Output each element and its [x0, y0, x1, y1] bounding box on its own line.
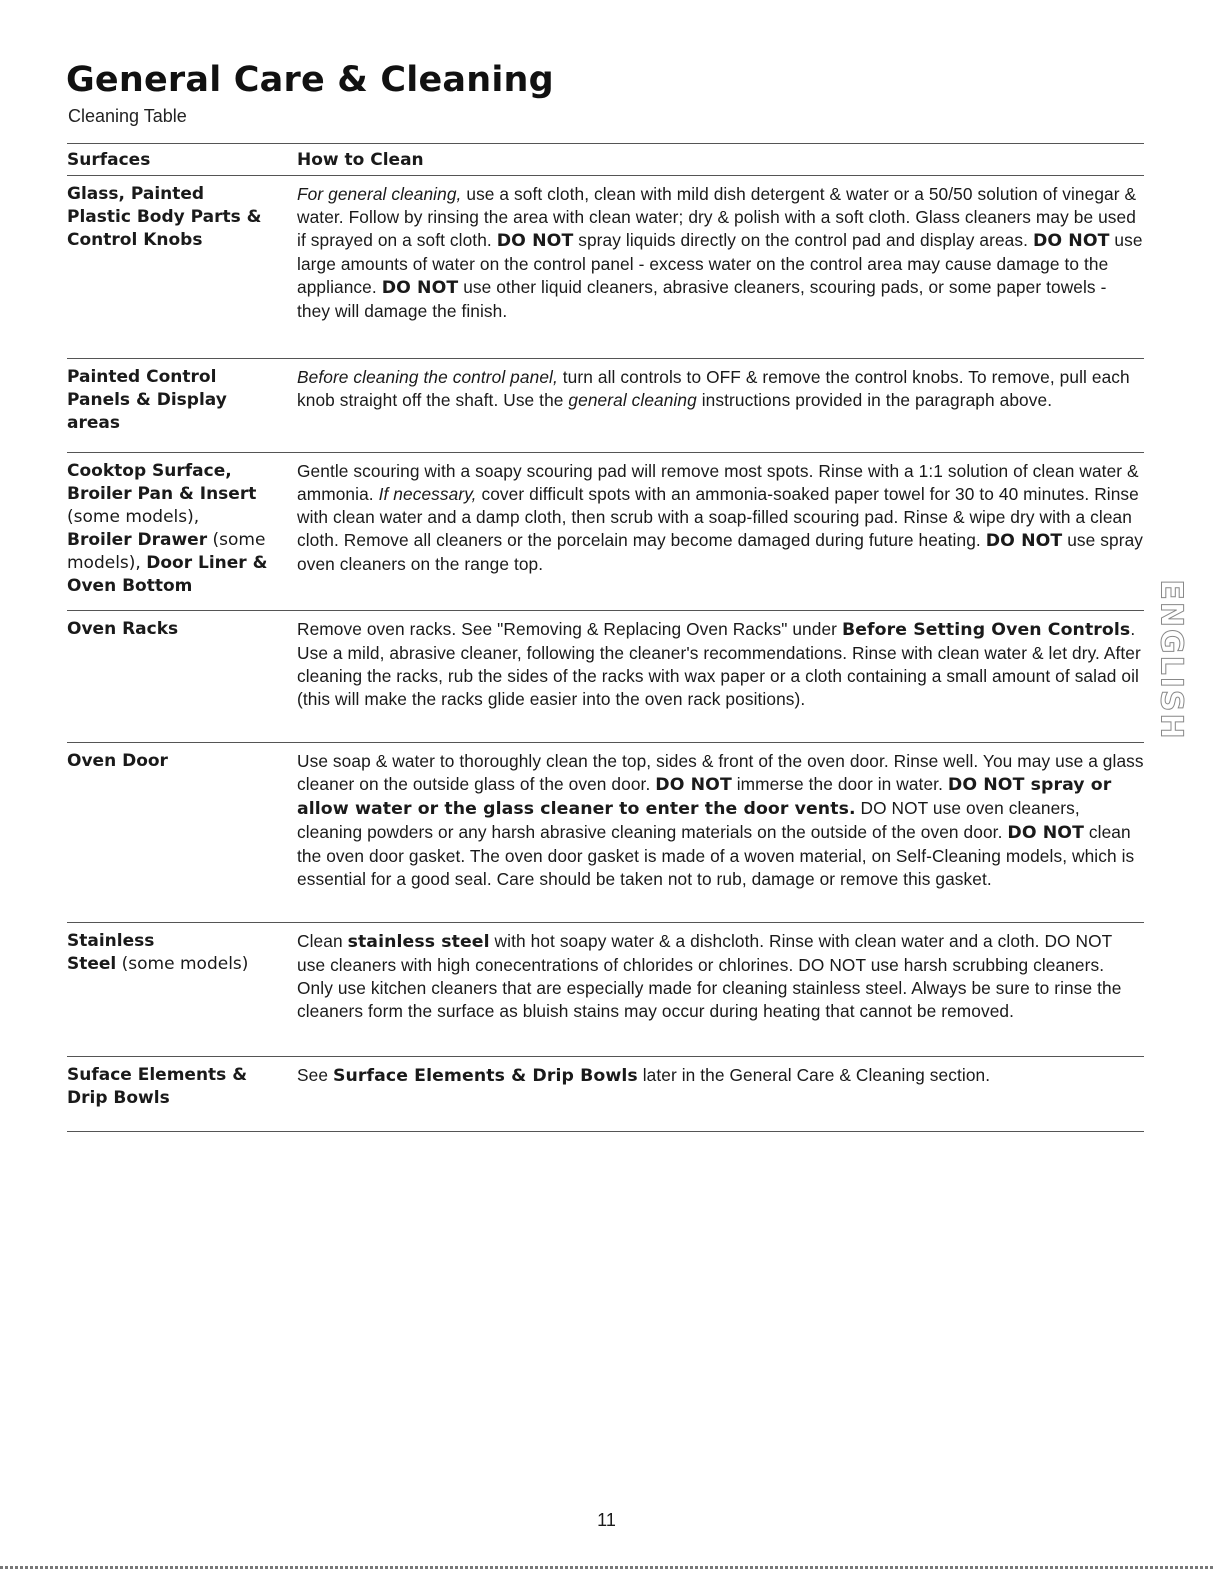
table-header	[67, 143, 1144, 176]
surface-text: Broiler Pan & Insert	[67, 484, 257, 504]
surface-text: Oven Bottom	[67, 576, 193, 596]
how-to-clean-cell	[297, 923, 1144, 1056]
italic-text: Before cleaning the control panel,	[297, 367, 558, 387]
surface-line	[67, 183, 297, 206]
emphasis-text: Surface Elements & Drip Bowls	[332, 1066, 638, 1086]
italic-text: For general cleaning,	[297, 184, 462, 204]
instruction-text: use a soft cloth, clean with mild dish detergent & water or a 50/50 solution of vinegar & water. Follow by rinsing the area with clean water; dry & polish with a soft cloth. Glass cleaners may be used if sprayed on a soft cloth.	[297, 184, 1137, 250]
surface-line	[67, 529, 297, 552]
surface-line	[67, 229, 297, 252]
table-row	[67, 923, 1144, 1057]
how-to-clean-cell	[297, 743, 1144, 922]
how-to-clean-cell	[297, 176, 1144, 358]
surface-line	[67, 389, 297, 412]
emphasis-text: DO NOT	[496, 231, 574, 251]
surface-text: Suface Elements &	[67, 1065, 248, 1085]
language-side-tab-label: ENGLISH	[1153, 579, 1189, 741]
surface-text: Plastic Body Parts &	[67, 207, 262, 227]
surface-line	[67, 1064, 297, 1087]
italic-text: If necessary,	[378, 484, 477, 504]
instruction-text: use spray oven cleaners on the range top.	[297, 530, 1144, 574]
surface-text: Glass, Painted	[67, 184, 205, 204]
header-how-to-clean: How to Clean	[297, 149, 424, 170]
header-surfaces: Surfaces	[67, 149, 151, 170]
instruction-text: DO NOT use oven cleaners, cleaning powders or any harsh abrasive cleaning materials on the outside of the oven door.	[297, 798, 1080, 842]
surface-cell	[67, 176, 297, 358]
page-title: General Care & Cleaning	[66, 60, 554, 100]
table-row	[67, 1057, 1144, 1132]
instruction-text: Clean	[297, 931, 348, 951]
surface-text: Oven Door	[67, 751, 168, 771]
surface-text: Broiler Drawer	[67, 530, 208, 550]
surface-cell	[67, 359, 297, 452]
surface-text: Control Knobs	[67, 230, 203, 250]
instruction-text: clean the oven door gasket. The oven door gasket is made of a woven material, on Self-Cleaning models, which is essential for a good seal. Care should be taken not to rub, damage or remove this gasket.	[297, 822, 1135, 889]
table-row	[67, 176, 1144, 359]
italic-text: general cleaning	[568, 390, 697, 410]
surface-text: (some models),	[67, 507, 200, 527]
instruction-text: Remove oven racks. See "Removing & Replacing Oven Racks" under	[297, 619, 842, 639]
how-to-clean-cell	[297, 359, 1144, 452]
page-subtitle: Cleaning Table	[68, 106, 187, 126]
instruction-text: later in the General Care & Cleaning section.	[637, 1065, 991, 1085]
instruction-text: Gentle scouring with a soapy scouring pad will remove most spots. Rinse with a 1:1 solution of clean water & ammonia.	[297, 461, 1139, 504]
instruction-text: instructions provided in the paragraph above.	[696, 390, 1053, 410]
surface-line	[67, 953, 297, 976]
how-to-clean-cell	[297, 611, 1144, 742]
surface-text: Drip Bowls	[67, 1088, 170, 1108]
instruction-text: spray liquids directly on the control pad and display areas.	[573, 230, 1033, 250]
emphasis-text: DO NOT	[655, 775, 732, 795]
table-row	[67, 359, 1144, 453]
instruction-text: Use soap & water to thoroughly clean the top, sides & front of the oven door. Rinse well. You may use a glass cleaner on the outside glass of the oven door.	[297, 751, 1144, 794]
surface-cell	[67, 611, 297, 742]
surface-line	[67, 412, 297, 435]
how-to-clean-cell	[297, 1057, 1144, 1131]
surface-text-tail: (some models)	[116, 954, 249, 974]
surface-line	[67, 575, 297, 598]
surface-text: models),	[67, 553, 147, 573]
instruction-text: immerse the door in water.	[731, 774, 948, 794]
surface-cell	[67, 743, 297, 922]
surface-text: Steel	[67, 954, 117, 974]
surface-text-tail: Door Liner &	[146, 553, 268, 573]
emphasis-text: DO NOT	[381, 278, 459, 298]
surface-line	[67, 366, 297, 389]
surface-line	[67, 930, 297, 953]
instruction-text: cover difficult spots with an ammonia-soaked paper towel for 30 to 40 minutes. Rinse with clean water and a damp cloth, then scrub with a soap-filled scouring pad. Rinse & wipe dry with a clean cloth. Remove all cleaners or the porcelain may become damaged during future heating.	[297, 484, 1139, 550]
page-number: 11	[597, 1510, 616, 1530]
instruction-text: with hot soapy water & a dishcloth. Rinse with clean water and a cloth. DO NOT use cleaners with high conecentrations of chlorides or chlorines. DO NOT use harsh scrubbing cleaners. Only use kitchen cleaners that are especially made for cleaning stainless steel. Always be sure to rinse the cleaners form the surface as bluish stains may occur during heating that cannot be removed.	[297, 931, 1122, 1021]
emphasis-text: DO NOT	[1032, 231, 1110, 251]
language-side-tab	[1153, 579, 1189, 741]
emphasis-text: DO NOT	[985, 531, 1063, 551]
surface-line	[67, 206, 297, 229]
table-row	[67, 611, 1144, 743]
surface-text: Panels & Display	[67, 390, 227, 410]
surface-text: Oven Racks	[67, 619, 179, 639]
surface-text: Stainless	[67, 931, 155, 951]
surface-text: Cooktop Surface,	[67, 461, 232, 481]
emphasis-text: DO NOT	[1007, 823, 1084, 843]
instruction-text: turn all controls to OFF & remove the control knobs. To remove, pull each knob straight off the shaft. Use the	[297, 367, 1130, 410]
surface-cell	[67, 923, 297, 1056]
scan-edge-line	[0, 1566, 1213, 1569]
instruction-text: use other liquid cleaners, abrasive cleaners, scouring pads, or some paper towels - they will damage the finish.	[297, 277, 1107, 321]
surface-line	[67, 618, 297, 641]
how-to-clean-cell	[297, 453, 1144, 610]
surface-cell	[67, 1057, 297, 1131]
emphasis-text: Before Setting Oven Controls	[841, 620, 1131, 640]
surface-line	[67, 552, 297, 575]
instruction-text: . Use a mild, abrasive cleaner, following the cleaner's recommendations. Rinse with clean water & let dry. After cleaning the racks, rub the sides of the racks with wax paper or a cloth containing a small amount of salad oil (this will make the racks glide easier into the oven rack positions).	[297, 619, 1141, 709]
surface-text-tail: (some	[207, 530, 266, 550]
instruction-text: See	[297, 1065, 333, 1085]
cleaning-table	[67, 143, 1144, 1132]
emphasis-text: DO NOT spray or allow water or the glass cleaner to enter the door vents.	[297, 775, 1112, 819]
surface-line	[67, 750, 297, 773]
surface-cell	[67, 453, 297, 610]
surface-line	[67, 506, 297, 529]
surface-line	[67, 1087, 297, 1110]
table-body	[67, 176, 1144, 1132]
surface-line	[67, 460, 297, 483]
table-row	[67, 743, 1144, 923]
surface-text: areas	[67, 413, 120, 433]
surface-text: Painted Control	[67, 367, 217, 387]
surface-line	[67, 483, 297, 506]
emphasis-text: stainless steel	[347, 932, 490, 952]
instruction-text: use large amounts of water on the control panel - excess water on the control area may cause damage to the appliance.	[297, 230, 1143, 297]
table-row	[67, 453, 1144, 611]
